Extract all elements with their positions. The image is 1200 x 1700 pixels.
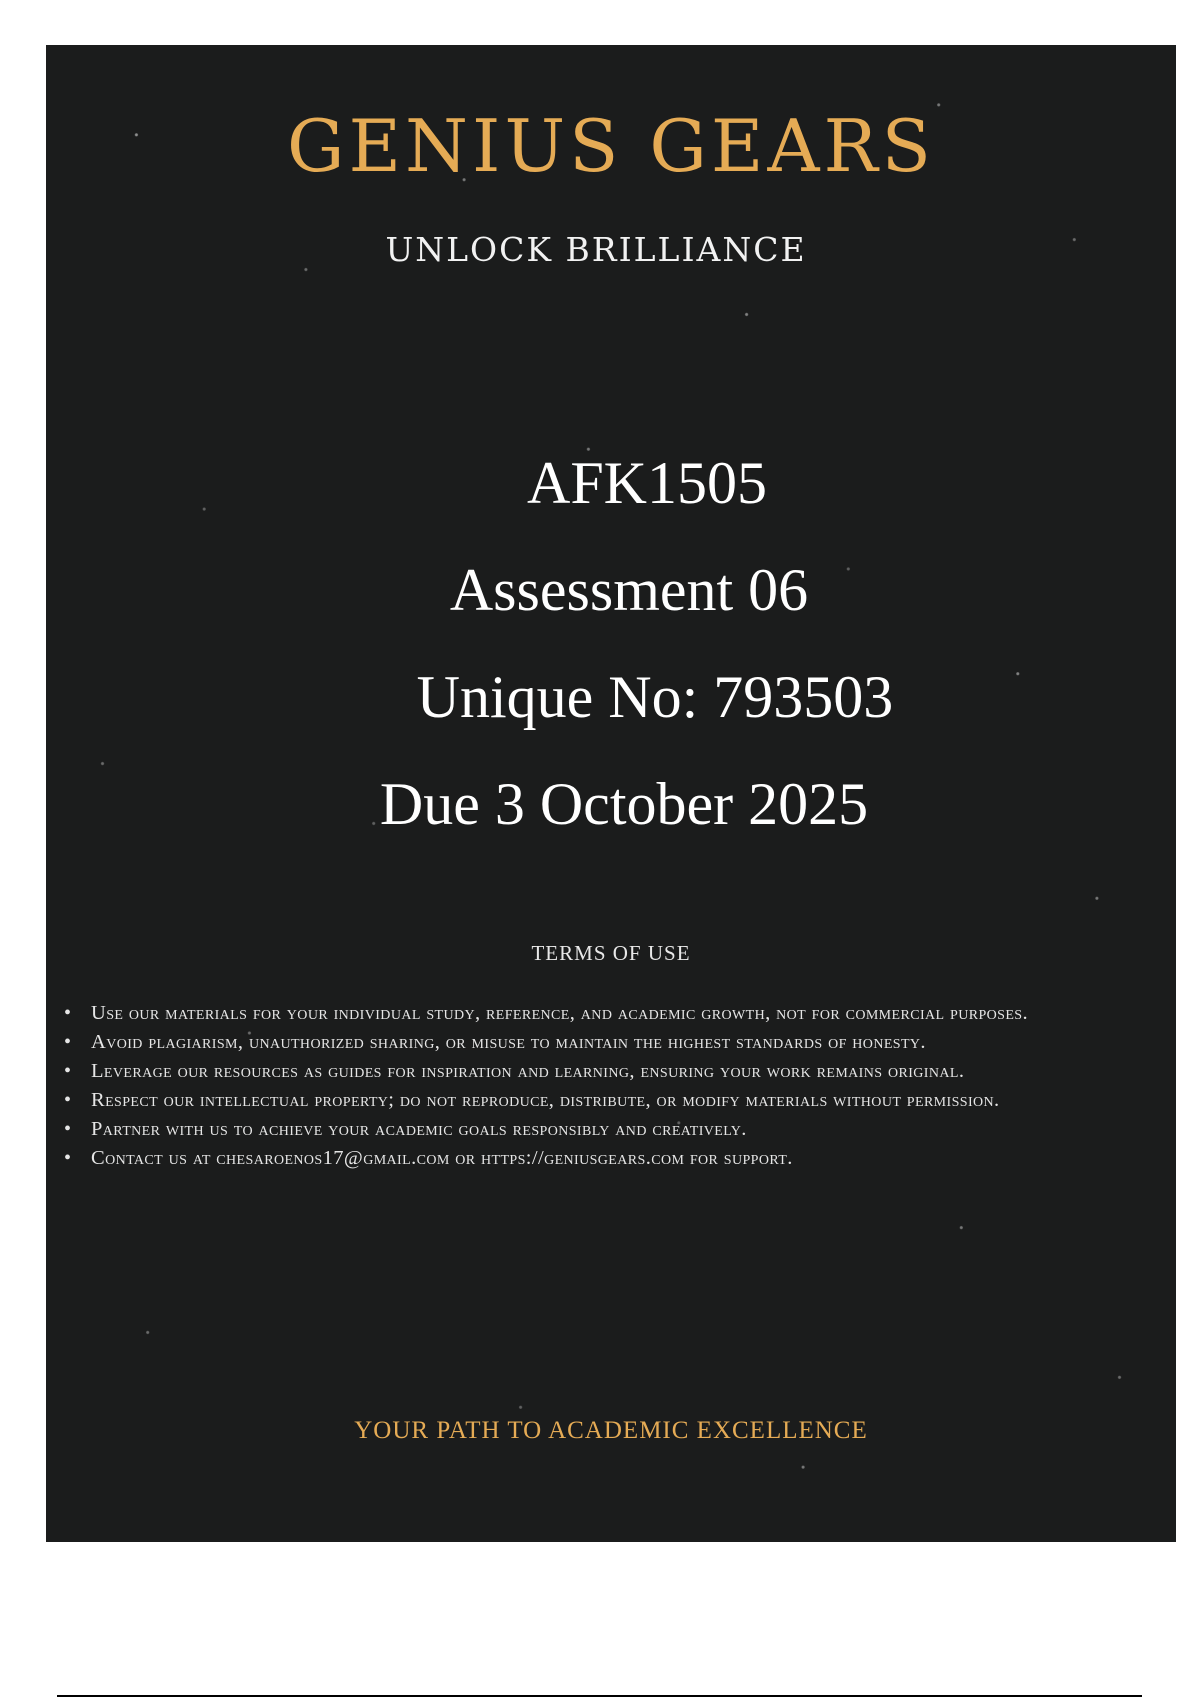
bottom-divider <box>57 1695 1142 1697</box>
assessment-title: Assessment 06 <box>449 557 809 623</box>
terms-item <box>54 1115 1172 1144</box>
brand-title: GENIUS GEARS <box>286 104 935 188</box>
terms-item-text: Avoid plagiarism, unauthorized sharing, or misuse to maintain the highest standards of honesty. <box>91 1031 926 1053</box>
terms-item <box>54 1144 1172 1173</box>
bullet-icon: • <box>64 1060 72 1082</box>
terms-heading: TERMS OF USE <box>531 941 691 965</box>
course-code: AFK1505 <box>526 450 768 516</box>
terms-item-text: Leverage our resources as guides for inspiration and learning, ensuring your work remains original. <box>91 1060 965 1082</box>
brand-tagline: UNLOCK BRILLIANCE <box>385 230 807 269</box>
terms-item <box>54 1086 1172 1115</box>
due-date: Due 3 October 2025 <box>379 771 869 837</box>
footer-slogan: YOUR PATH TO ACADEMIC EXCELLENCE <box>354 1417 868 1444</box>
terms-item-text: Use our materials for your individual study, reference, and academic growth, not for commercial purposes. <box>91 1002 1028 1024</box>
unique-number: Unique No: 793503 <box>416 664 894 730</box>
terms-item <box>54 999 1172 1028</box>
cover-panel <box>46 45 1176 1542</box>
terms-item-text: Respect our intellectual property; do not reproduce, distribute, or modify materials without permission. <box>91 1089 1000 1111</box>
bullet-icon: • <box>64 1089 72 1111</box>
bullet-icon: • <box>64 1002 72 1024</box>
bullet-icon: • <box>64 1031 72 1053</box>
terms-item <box>54 1028 1172 1057</box>
bullet-icon: • <box>64 1147 72 1169</box>
terms-item <box>54 1057 1172 1086</box>
terms-list <box>54 999 1172 1173</box>
bullet-icon: • <box>64 1118 72 1140</box>
terms-item-text: Contact us at chesaroenos17@gmail.com or https://geniusgears.com for support. <box>91 1147 793 1169</box>
terms-item-text: Partner with us to achieve your academic goals responsibly and creatively. <box>91 1118 747 1140</box>
